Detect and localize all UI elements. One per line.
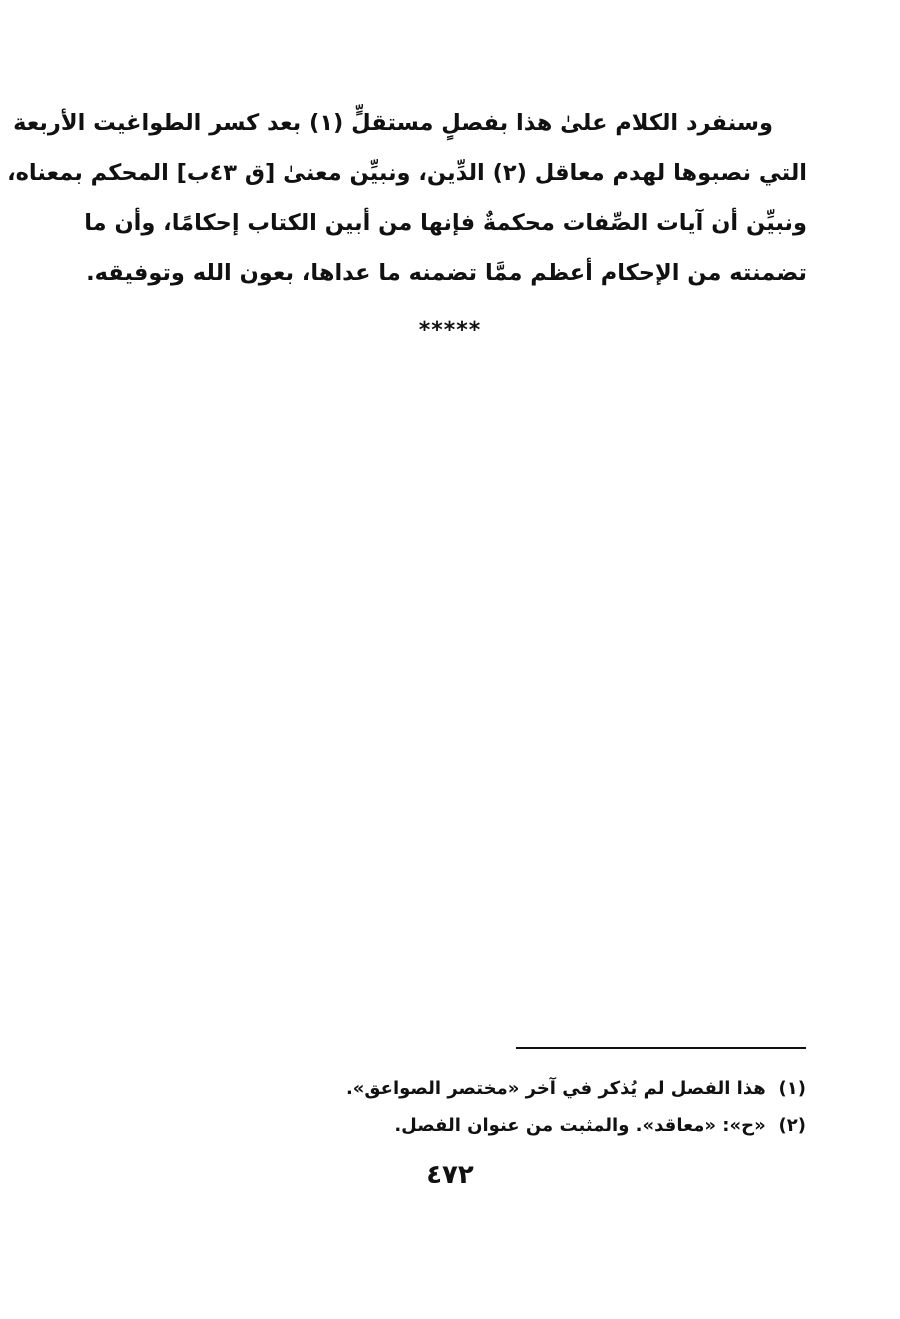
footnote-number: (١) <box>778 1078 806 1099</box>
footnote-text: «ح»: «معاقد». والمثبت من عنوان الفصل. <box>394 1115 766 1136</box>
footnote-2 <box>306 1107 806 1144</box>
footnote-1 <box>306 1070 806 1107</box>
paragraph-line-4: تضمنته من الإحكام أعظم ممَّا تضمنه ما عداها، بعون الله وتوفيقه. <box>86 260 807 286</box>
section-separator: ***** <box>418 318 482 343</box>
footnotes <box>306 1070 806 1144</box>
paragraph-line-2: التي نصبوها لهدم معاقل (٢) الدِّين، ونبيِّن معنىٰ [ق ٤٣ب] المحكم بمعناه، <box>7 160 807 186</box>
main-paragraph <box>7 98 807 298</box>
footnote-divider <box>516 1047 806 1049</box>
footnote-text: هذا الفصل لم يُذكر في آخر «مختصر الصواعق». <box>345 1078 766 1099</box>
page-number: ٤٧٢ <box>426 1160 474 1190</box>
paragraph-line-1: وسنفرد الكلام علىٰ هذا بفصلٍ مستقلٍّ (١) بعد كسر الطواغيت الأربعة <box>13 110 773 136</box>
footnote-number: (٢) <box>778 1115 806 1136</box>
paragraph-line-3: ونبيِّن أن آيات الصِّفات محكمةٌ فإنها من أبين الكتاب إحكامًا، وأن ما <box>84 210 807 236</box>
